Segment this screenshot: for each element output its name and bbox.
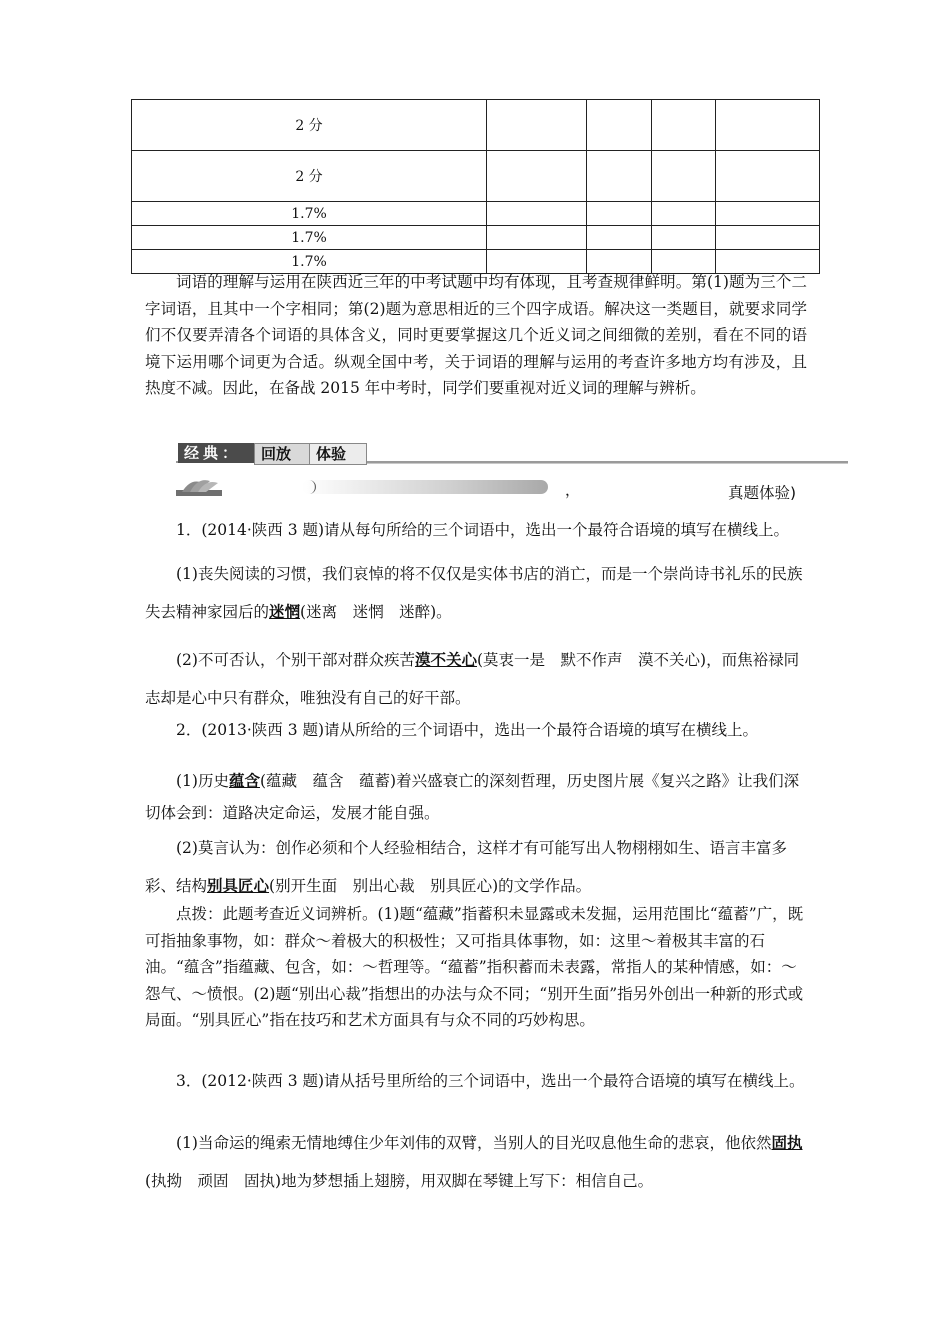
table-cell: 1.7%	[132, 202, 487, 226]
table-cell: 2 分	[132, 151, 487, 202]
banner-tag-review: 回放	[254, 443, 312, 465]
q1-stem: 1．(2014·陕西 3 题)请从每句所给的三个词语中，选出一个最符合语境的填写在横线上。	[176, 521, 790, 539]
q1-answer-2: 漠不关心	[414, 650, 477, 669]
subsection-title: 真题体验)	[728, 484, 797, 502]
subsection-bar	[176, 479, 848, 502]
table-row	[132, 202, 820, 226]
q2-answer-2: 别具匠心	[207, 876, 270, 895]
q3-sentence-1: (1)当命运的绳索无情地缚住少年刘伟的双臂，当别人的目光叹息他生命的悲哀，他依然固执(执拗 顽固 固执)地为梦想插上翅膀，用双脚在琴键上写下：相信自己。	[145, 1133, 803, 1190]
score-table	[131, 99, 820, 274]
crescent-icon	[306, 479, 320, 495]
table-cell: 1.7%	[132, 250, 487, 274]
q2-stem: 2．(2013·陕西 3 题)请从所给的三个词语中，选出一个最符合语境的填写在横线上。	[176, 721, 759, 739]
table-cell: 2 分	[132, 100, 487, 151]
q2-sentence-1: (1)历史蕴含(蕴藏 蕴含 蕴蓄)着兴盛衰亡的深刻哲理，历史图片展《复兴之路》让我们深切体会到：道路决定命运，发展才能自强。	[145, 771, 800, 822]
q3-answer-1: 固执	[771, 1133, 803, 1152]
banner-tag-classic: 经典：	[178, 443, 256, 463]
section-banner	[176, 441, 848, 467]
q2-answer-1: 蕴含	[228, 771, 260, 790]
subsection-pill	[302, 480, 548, 494]
q1-sentence-2: (2)不可否认，个别干部对群众疾苦漠不关心(莫衷一是 默不作声 漠不关心)，而焦裕禄同志却是心中只有群众，唯独没有自己的好干部。	[145, 650, 800, 707]
intro-paragraph: 词语的理解与运用在陕西近三年的中考试题中均有体现，且考查规律鲜明。第(1)题为三个二字词语，且其中一个字相同；第(2)题为意思相近的三个四字成语。解决这一类题目，就要求同学们不仅要弄清各个词语的具体含义，同时更要掌握这几个近义词之间细微的差别，看在不同的语境下运用哪个词更为合适。纵观全国中考，关于词语的理解与运用的考查许多地方均有涉及，且热度不减。因此，在备战 2015 年中考时，同学们要重视对近义词的理解与辨析。	[145, 273, 807, 397]
q3-stem: 3．(2012·陕西 3 题)请从括号里所给的三个词语中，选出一个最符合语境的填写在横线上。	[176, 1072, 805, 1090]
q2-sentence-2: (2)莫言认为：创作必须和个人经验相结合，这样才有可能写出人物栩栩如生、语言丰富多彩、结构别具匠心(别开生面 别出心裁 别具匠心)的文学作品。	[145, 839, 787, 895]
subsection-comma: ，	[565, 481, 581, 499]
table-row	[132, 151, 820, 202]
q1-sentence-1: (1)丧失阅读的习惯，我们哀悼的将不仅仅是实体书店的消亡，而是一个崇尚诗书礼乐的民族失去精神家园后的迷惘(迷离 迷惘 迷醉)。	[145, 565, 803, 621]
q1-answer-1: 迷惘	[269, 602, 301, 621]
q2-tip: 点拨：此题考查近义词辨析。(1)题“蕴藏”指蓄积未显露或未发掘，运用范围比“蕴蓄”广，既可指抽象事物，如：群众～着极大的积极性；又可指具体事物，如：这里～着极其丰富的石油。“蕴含”指蕴藏、包含，如：～哲理等。“蕴蓄”指积蓄而未表露，常指人的某种情感，如：～怨气、～愤恨。(2)题“别出心裁”指想出的办法与众不同；“别开生面”指另外创出一种新的形式或局面。“别具匠心”指在技巧和艺术方面具有与众不同的巧妙构思。	[145, 905, 804, 1029]
fan-decoration-icon	[176, 479, 222, 497]
table-row	[132, 100, 820, 151]
banner-tag-experience: 体验	[309, 443, 367, 465]
table-row	[132, 226, 820, 250]
table-cell: 1.7%	[132, 226, 487, 250]
